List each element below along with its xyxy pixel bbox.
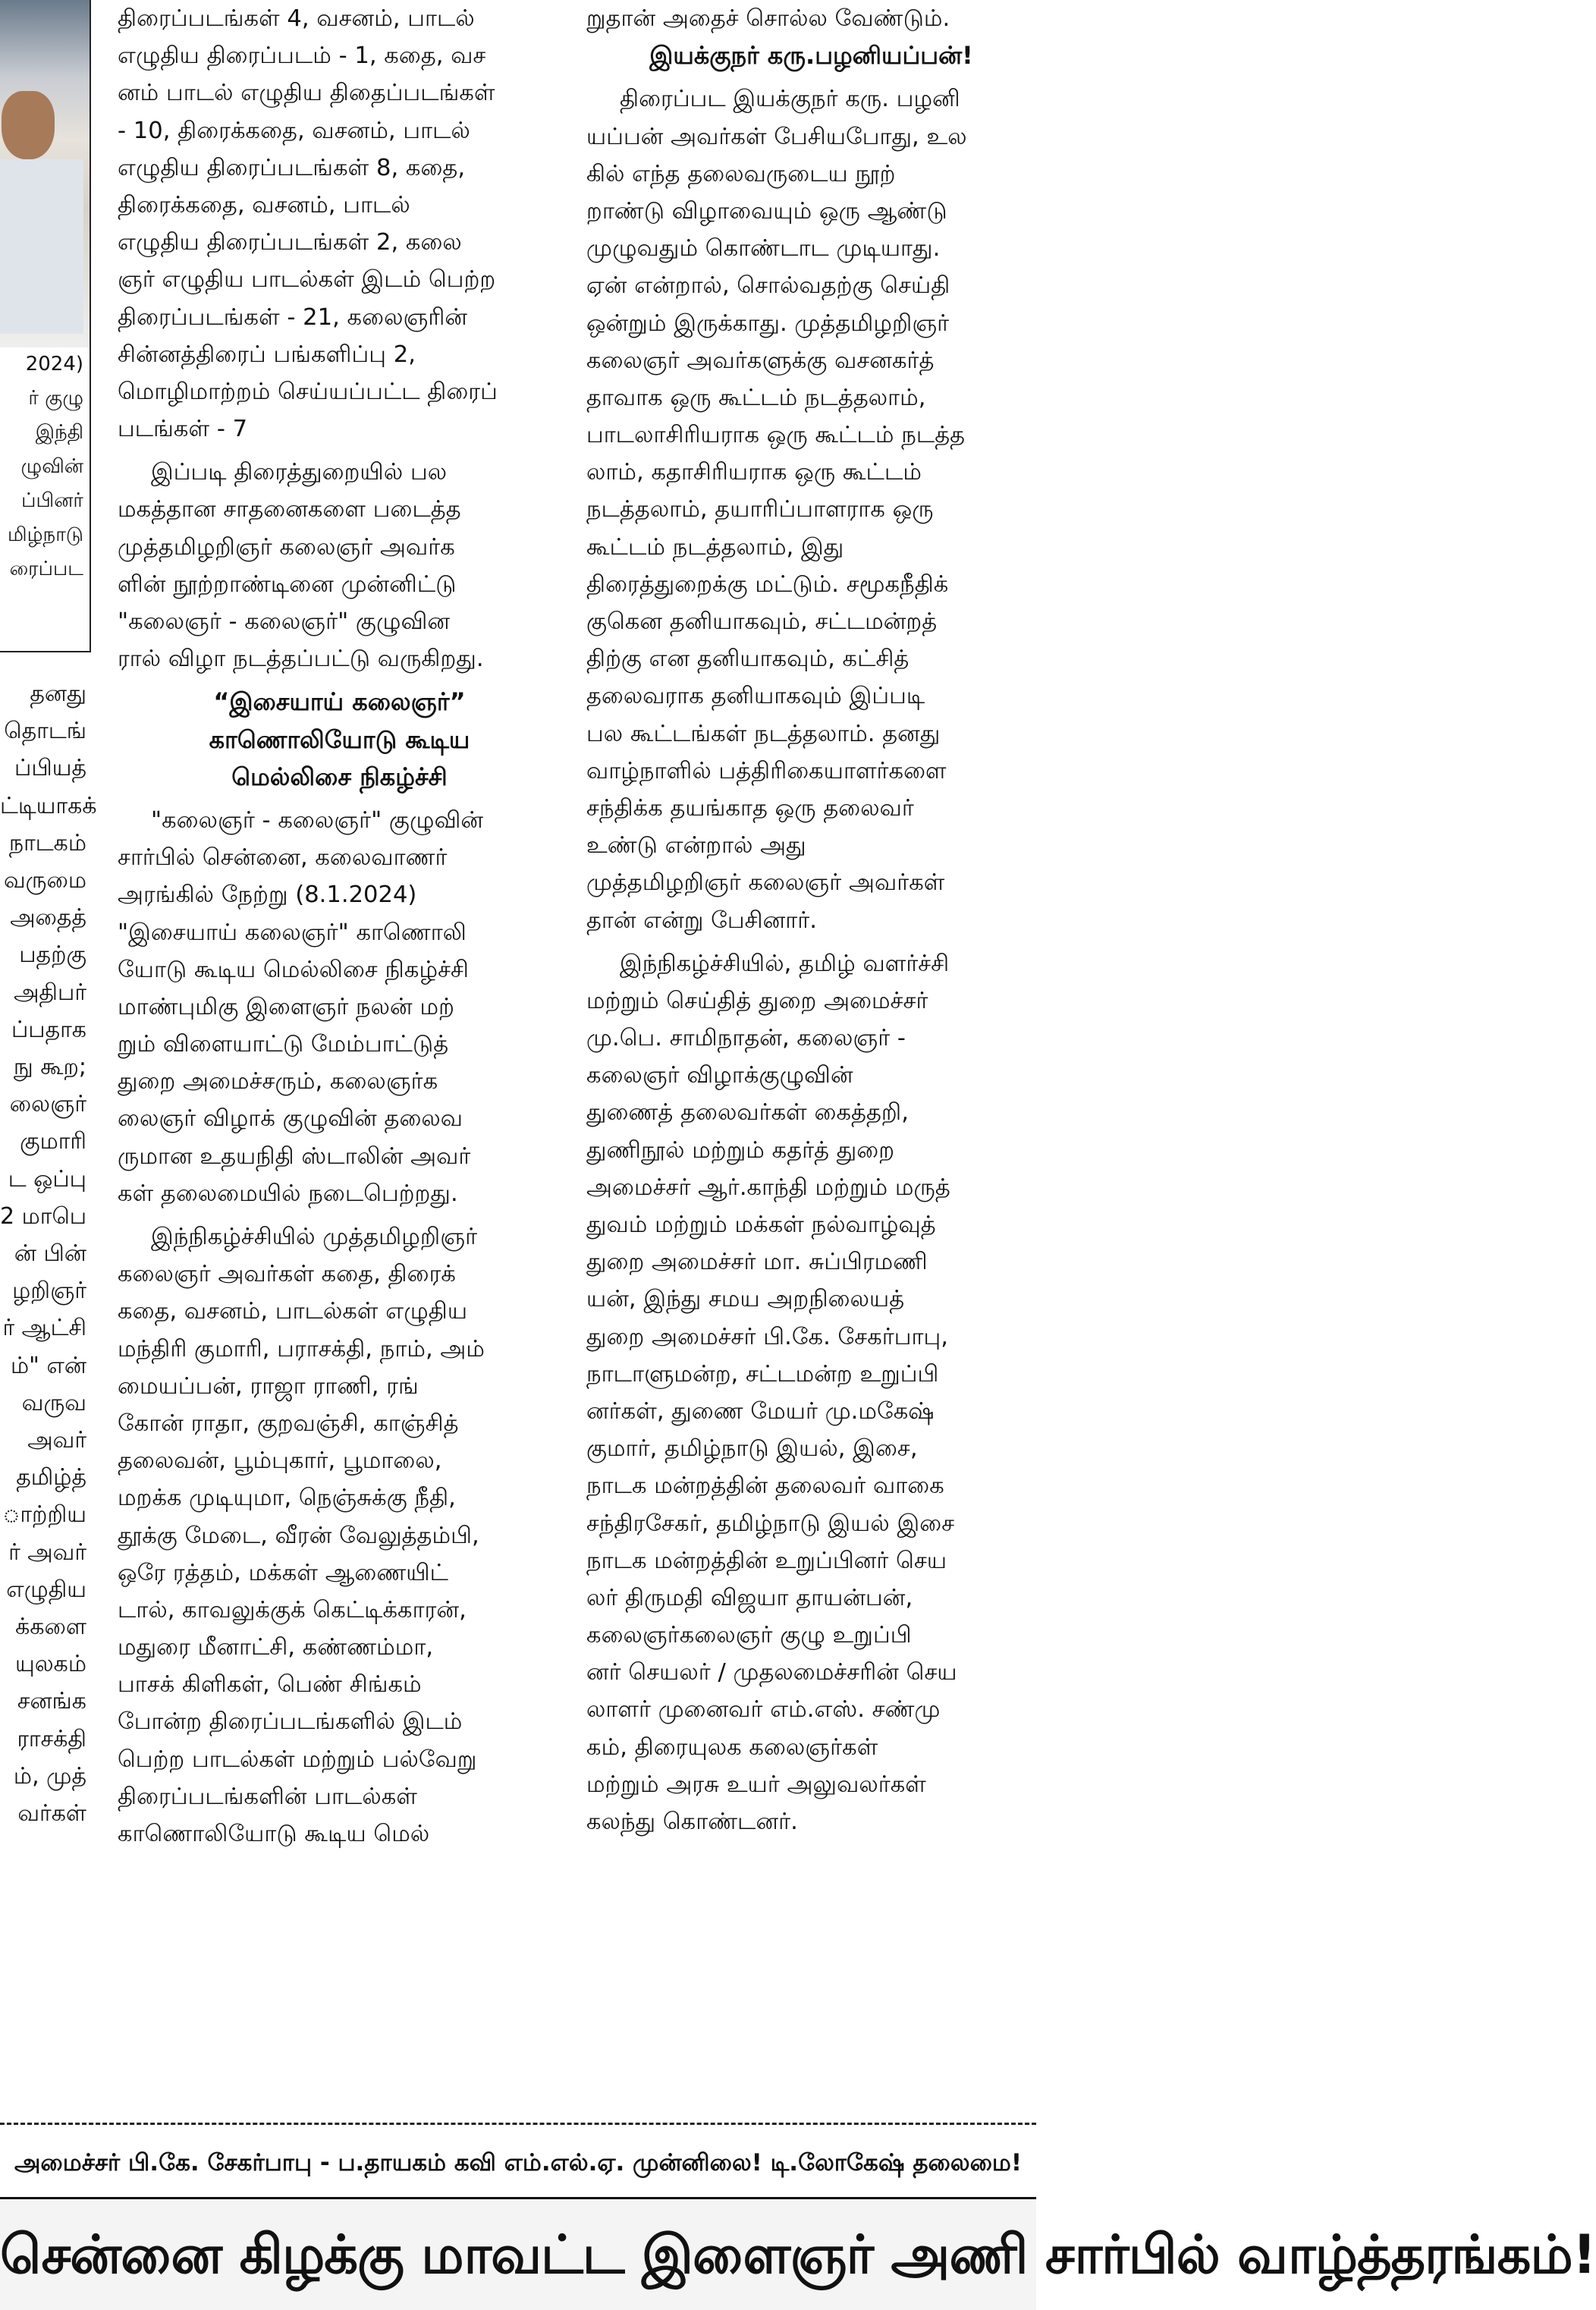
paragraph-line: எழுதிய திரைப்படம் - 1, கதை, வச — [118, 42, 486, 70]
paragraph-line: மற்றும் அரசு உயர் அலுவலர்கள் — [586, 1771, 926, 1798]
paragraph-line: ஞர் எழுதிய பாடல்கள் இடம் பெற்ற — [118, 266, 496, 294]
paragraph-line: லாம், கதாசிரியராக ஒரு கூட்டம் — [586, 459, 922, 486]
photo-person-face — [2, 91, 55, 159]
footer-credit-line: அமைச்சர் பி.கே. சேகர்பாபு - ப.தாயகம் கவி எம்.எல்.ஏ. முன்னிலை! டி.லோகேஷ் தலைமை! — [14, 2149, 1023, 2176]
paragraph-line: முத்தமிழறிஞர் கலைஞர் அவர்கள் — [586, 869, 945, 897]
paragraph-line: ஒரே ரத்தம், மக்கள் ஆணையிட் — [118, 1559, 449, 1586]
text-line: ாற்றிய — [2, 1501, 86, 1529]
paragraph-line: கள் தலைமையில் நடைபெற்றது. — [118, 1180, 458, 1207]
paragraph-line: ருமான உதயநிதி ஸ்டாலின் அவர் — [118, 1142, 471, 1170]
paragraph-line: தாவாக ஒரு கூட்டம் நடத்தலாம், — [586, 384, 926, 411]
paragraph-line: கலைஞர் விழாக்குழுவின் — [586, 1062, 853, 1089]
text-line: தொடங் — [4, 718, 86, 745]
photo-person-shirt — [0, 159, 83, 334]
paragraph-line: பெற்ற பாடல்கள் மற்றும் பல்வேறு — [118, 1746, 477, 1773]
paragraph-line: தான் என்று பேசினார். — [586, 907, 817, 934]
paragraph-line: கலந்து கொண்டனர். — [586, 1809, 798, 1835]
caption-line: ழுவின் — [20, 455, 83, 478]
paragraph-line: நாடாளுமன்ற, சட்டமன்ற உறுப்பி — [586, 1360, 939, 1388]
middle-column — [118, 0, 561, 1853]
paragraph-line: தலைவராக தனியாகவும் இப்படி — [586, 683, 925, 710]
paragraph-line: சந்திரசேகர், தமிழ்நாடு இயல் இசை — [586, 1510, 955, 1537]
paragraph-line: இந்நிகழ்ச்சியில், தமிழ் வளர்ச்சி — [620, 950, 950, 977]
paragraph-line: மகத்தான சாதனைகளை படைத்த — [118, 496, 461, 523]
paragraph-line: தலைவன், பூம்புகார், பூமாலை, — [118, 1447, 442, 1475]
text-line: ப்பியத் — [14, 755, 86, 782]
section-heading: இயக்குநர் கரு.பழனியப்பன்! — [649, 41, 973, 71]
paragraph-line: துறை அமைச்சர் பி.கே. சேகர்பாபு, — [586, 1323, 949, 1350]
caption-line: ரைப்பட — [9, 558, 83, 580]
paragraph-line: கலைஞர் அவர்கள் கதை, திரைக் — [118, 1261, 456, 1288]
paragraph-line: கலைஞர் அவர்களுக்கு வசனகர்த் — [586, 347, 935, 374]
paragraph-line: குகென தனியாகவும், சட்டமன்றத் — [586, 608, 938, 635]
paragraph-line: குமார், தமிழ்நாடு இயல், இசை, — [586, 1435, 918, 1463]
paragraph-line: துறை அமைச்சர் மா. சுப்பிரமணி — [586, 1249, 928, 1276]
text-line: வர்கள் — [17, 1800, 86, 1828]
paragraph-line: திரைக்கதை, வசனம், பாடல் — [118, 191, 410, 218]
text-line: லைஞர் — [9, 1091, 86, 1118]
text-line: சனங்க — [17, 1688, 86, 1715]
paragraph-line: போன்ற திரைப்படங்களில் இடம் — [118, 1708, 463, 1736]
article-photo — [0, 0, 91, 347]
paragraph-line: லர் திருமதி விஜயா தாயன்பன், — [586, 1584, 913, 1611]
text-line: ழறிஞர் — [12, 1278, 86, 1305]
text-line: யுலகம் — [15, 1651, 86, 1678]
left-column-body — [0, 675, 97, 1832]
caption-line: இந்தி — [35, 421, 83, 444]
section-heading: காணொலியோடு கூடிய — [209, 724, 470, 754]
text-line: எழுதிய — [6, 1576, 86, 1603]
paragraph-line: பல கூட்டங்கள் நடத்தலாம். தனது — [586, 720, 941, 747]
text-line: ராசக்தி — [17, 1725, 86, 1752]
paragraph-line: மற்றும் செய்தித் துறை அமைச்சர் — [586, 987, 928, 1014]
paragraph-line: சந்திக்க தயங்காத ஒரு தலைவர் — [586, 794, 914, 822]
paragraph-line: னர்கள், துணை மேயர் மு.மகேஷ் — [586, 1397, 935, 1425]
paragraph-line: முழுவதும் கொண்டாட முடியாது. — [586, 235, 941, 262]
paragraph-line: கலைஞர்கலைஞர் குழு உறுப்பி — [586, 1622, 912, 1649]
paragraph-line: நாடக மன்றத்தின் தலைவர் வாகை — [586, 1472, 944, 1500]
text-line: ம்" என் — [11, 1352, 86, 1379]
paragraph-line: துணைத் தலைவர்கள் கைத்தறி, — [586, 1099, 909, 1127]
paragraph-line: இந்நிகழ்ச்சியில் முத்தமிழறிஞர் — [151, 1224, 478, 1250]
paragraph-line: திரைப்படங்கள் 4, வசனம், பாடல் — [118, 5, 475, 32]
paragraph-line: காணொலியோடு கூடிய மெல் — [118, 1821, 430, 1847]
paragraph-line: றும் விளையாட்டு மேம்பாட்டுத் — [118, 1031, 449, 1058]
paragraph-line: னம் பாடல் எழுதிய திதைப்படங்கள் — [118, 80, 495, 107]
text-line: ம், முத் — [13, 1762, 86, 1790]
paragraph-line: மதுரை மீனாட்சி, கண்ணம்மா, — [118, 1634, 434, 1661]
text-line: தமிழ்த் — [16, 1464, 86, 1491]
caption-line: மிழ்நாடு — [8, 523, 83, 546]
paragraph-line: யப்பன் அவர்கள் பேசியபோது, உல — [586, 123, 967, 150]
paragraph-line: திற்கு என தனியாகவும், கட்சித் — [586, 646, 910, 673]
paragraph-line: ஏன் என்றால், சொல்வதற்கு செய்தி — [586, 272, 950, 300]
paragraph-line: திரைப்பட இயக்குநர் கரு. பழனி — [620, 86, 960, 113]
paragraph-line: கில் எந்த தலைவருடைய நூற் — [586, 160, 896, 187]
paragraph-line: மந்திரி குமாரி, பராசக்தி, நாம், அம் — [118, 1335, 485, 1362]
paragraph-line: நாடக மன்றத்தின் உறுப்பினர் செய — [586, 1547, 947, 1574]
caption-line: 2024) — [25, 353, 83, 376]
paragraph-line: "கலைஞர் - கலைஞர்" குழுவின் — [151, 806, 484, 834]
paragraph-line: பாடலாசிரியராக ஒரு கூட்டம் நடத்த — [586, 422, 966, 449]
paragraph-line: லாளர் முனைவர் எம்.எஸ். சண்மு — [586, 1696, 941, 1724]
text-line: வருவ — [21, 1389, 86, 1416]
text-line: அதைத் — [10, 904, 86, 932]
paragraph-line: பாசக் கிளிகள், பெண் சிங்கம் — [118, 1671, 422, 1699]
paragraph-line: மாண்புமிகு இளைஞர் நலன் மற் — [118, 993, 454, 1020]
paragraph-line: கூட்டம் நடத்தலாம், இது — [586, 533, 844, 561]
paragraph-line: - 10, திரைக்கதை, வசனம், பாடல் — [118, 117, 470, 144]
text-line: ர் ஆட்சி — [2, 1315, 86, 1342]
paragraph-line: துணிநூல் மற்றும் கதர்த் துறை — [586, 1136, 895, 1164]
paragraph-line: துவம் மற்றும் மக்கள் நல்வாழ்வுத் — [586, 1212, 936, 1238]
paragraph-line: டால், காவலுக்குக் கெட்டிக்காரன், — [118, 1596, 467, 1623]
paragraph-line: தூக்கு மேடை, வீரன் வேலுத்தம்பி, — [118, 1522, 479, 1549]
text-line: தனது — [30, 680, 86, 707]
paragraph-line: எழுதிய திரைப்படங்கள் 2, கலை — [118, 229, 462, 256]
text-line: அதிபர் — [14, 979, 86, 1006]
text-line: க்களை — [15, 1614, 86, 1641]
paragraph-line: உண்டு என்றால் அது — [586, 832, 806, 860]
paragraph-line: முத்தமிழறிஞர் கலைஞர் அவர்க — [118, 533, 455, 561]
paragraph-line: "இசையாய் கலைஞர்" காணொலி — [118, 919, 467, 946]
section-heading: மெல்லிசை நிகழ்ச்சி — [231, 762, 448, 791]
paragraph-line: அமைச்சர் ஆர்.காந்தி மற்றும் மருத் — [586, 1174, 950, 1201]
photo-caption-box — [0, 347, 91, 652]
paragraph-line: படங்கள் - 7 — [118, 416, 248, 443]
text-line: 2 மாபெ — [0, 1202, 87, 1230]
paragraph-line: லைஞர் விழாக் குழுவின் தலைவ — [118, 1105, 463, 1133]
paragraph-line: நடத்தலாம், தயாரிப்பாளராக ஒரு — [586, 496, 934, 523]
text-line: ப்பதாக — [11, 1016, 86, 1043]
paragraph-line: எழுதிய திரைப்படங்கள் 8, கதை, — [118, 154, 466, 181]
paragraph-line: திரைத்துறைக்கு மட்டும். சமூகநீதிக் — [586, 570, 949, 598]
paragraph-line: கம், திரையுலக கலைஞர்கள் — [586, 1733, 878, 1761]
paragraph-line: னர் செயலர் / முதலமைச்சரின் செய — [586, 1659, 957, 1686]
paragraph-line: ரால் விழா நடத்தப்பட்டு வருகிறது. — [118, 646, 484, 673]
paragraph-line: ஒன்றும் இருக்காது. முத்தமிழறிஞர் — [586, 310, 950, 337]
text-line: ட ஒப்பு — [8, 1165, 86, 1193]
paragraph-line: றாண்டு விழாவையும் ஒரு ஆண்டு — [586, 197, 947, 225]
paragraph-line: யன், இந்து சமய அறநிலையத் — [586, 1286, 905, 1313]
paragraph-line: மறக்க முடியுமா, நெஞ்சுக்கு நீதி, — [118, 1485, 456, 1512]
paragraph-line: யோடு கூடிய மெல்லிசை நிகழ்ச்சி — [118, 956, 469, 983]
paragraph-line: சார்பில் சென்னை, கலைவாணர் — [118, 844, 448, 872]
text-line: நு கூற; — [13, 1054, 86, 1081]
caption-line: ர் குழு — [28, 387, 83, 410]
paragraph-line: கோன் ராதா, குறவஞ்சி, காஞ்சித் — [118, 1410, 459, 1437]
paragraph-line: சின்னத்திரைப் பங்களிப்பு 2, — [118, 341, 416, 368]
paragraph-line: திரைப்படங்கள் - 21, கலைஞரின் — [118, 303, 468, 331]
footer-banner: சென்னை கிழக்கு மாவட்ட இளைஞர் அணி சார்பில் வாழ்த்தரங்கம்! — [0, 2197, 1036, 2310]
text-line: வருமை — [3, 867, 86, 894]
paragraph-line: மொழிமாற்றம் செய்யப்பட்ட திரைப் — [118, 378, 498, 405]
text-line: ன் பின் — [14, 1240, 86, 1268]
text-line: ர் அவர் — [8, 1538, 86, 1566]
paragraph-line: வாழ்நாளில் பத்திரிகையாளர்களை — [586, 757, 947, 784]
paragraph-line: இப்படி திரைத்துறையில் பல — [151, 459, 448, 486]
paragraph-line: கதை, வசனம், பாடல்கள் எழுதிய — [118, 1298, 468, 1325]
paragraph-line: துறை அமைச்சரும், கலைஞர்க — [118, 1068, 438, 1095]
section-heading: “இசையாய் கலைஞர்” — [213, 687, 466, 717]
caption-line: ப்பினர் — [21, 489, 83, 512]
paragraph-line: திரைப்படங்களின் பாடல்கள் — [118, 1783, 417, 1810]
paragraph-line: ளின் நூற்றாண்டினை முன்னிட்டு — [118, 570, 457, 598]
text-line: குமாரி — [20, 1128, 86, 1155]
footer-divider — [0, 2123, 1036, 2125]
text-line: ட்டியாகக் — [0, 792, 97, 819]
text-line: அவர் — [27, 1427, 86, 1454]
paragraph-line: மையப்பன், ராஜா ராணி, ரங் — [118, 1372, 419, 1400]
text-line: பதற்கு — [19, 941, 86, 969]
paragraph-line: றுதான் அதைச் சொல்ல வேண்டும். — [586, 5, 950, 32]
paragraph-line: "கலைஞர் - கலைஞர்" குழுவின — [118, 608, 451, 635]
paragraph-line: அரங்கில் நேற்று (8.1.2024) — [118, 882, 417, 909]
paragraph-line: மு.பெ. சாமிநாதன், கலைஞர் - — [586, 1025, 906, 1052]
right-column — [586, 0, 1036, 1840]
text-line: நாடகம் — [8, 829, 86, 856]
